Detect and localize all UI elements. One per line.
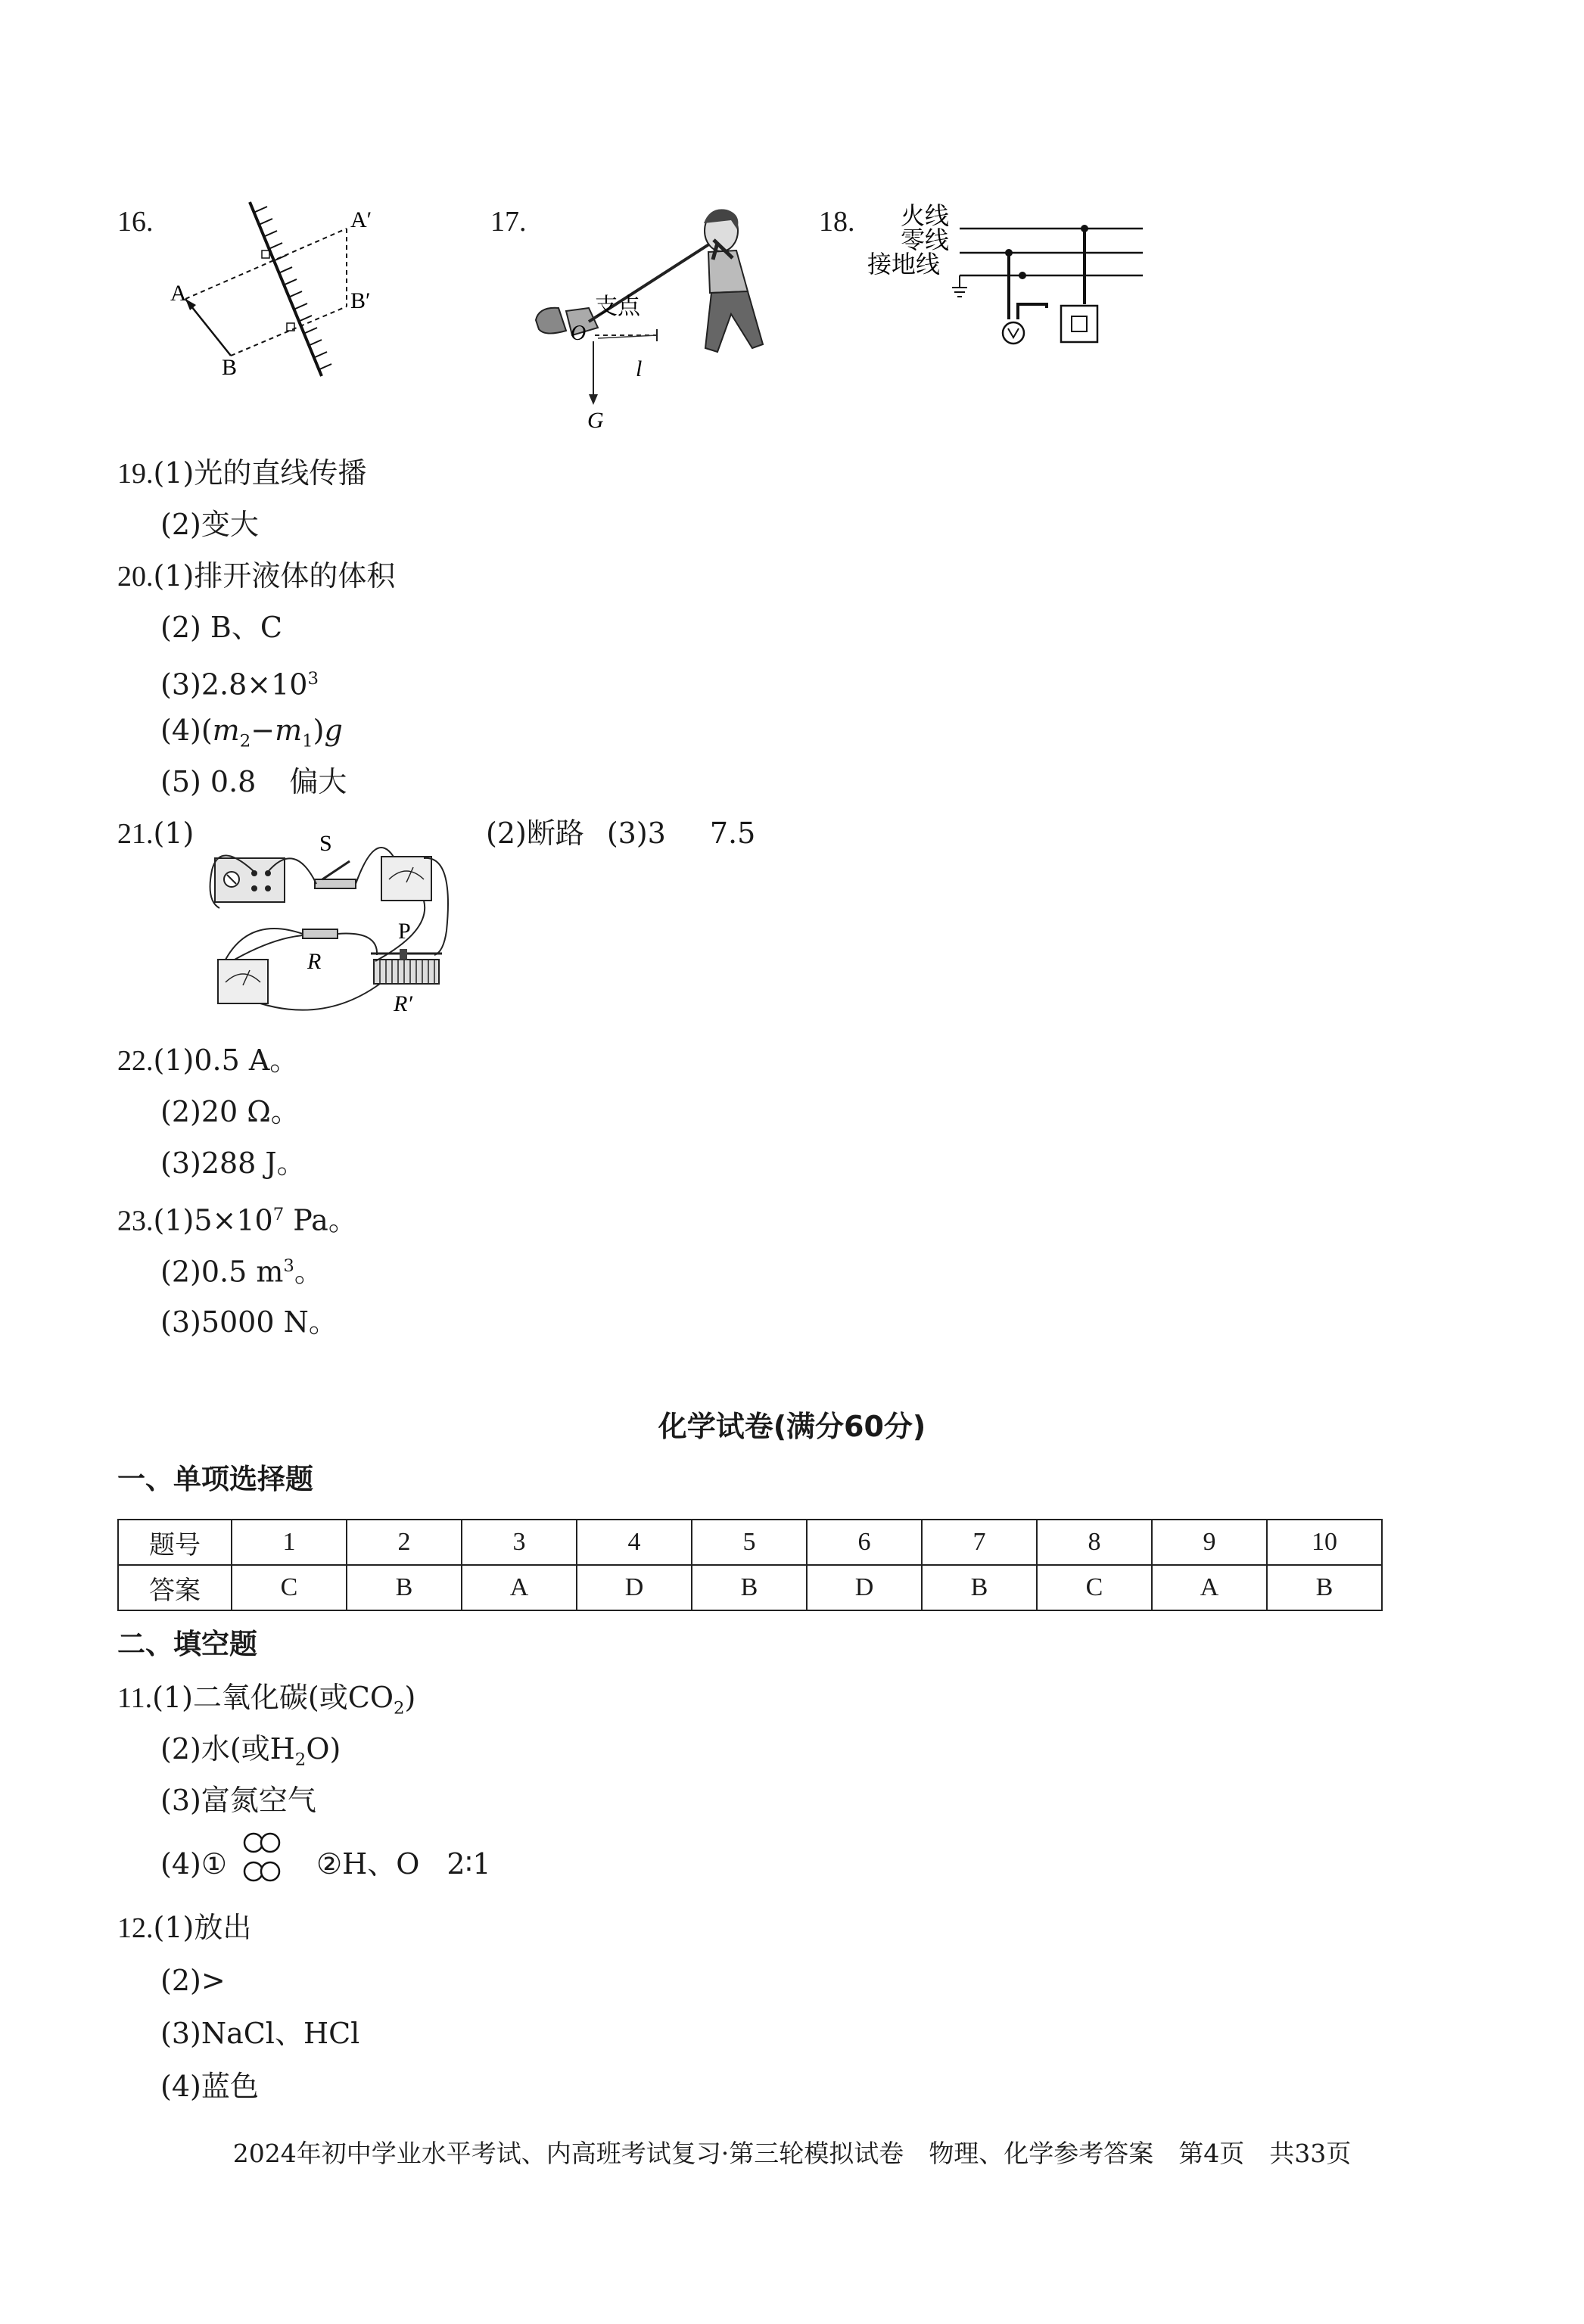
label-ground-wire: 接地线 (867, 250, 941, 278)
label-R: R (307, 949, 322, 974)
q20-p4-m2: m (212, 714, 240, 747)
table-row-numbers (118, 1520, 1382, 1565)
q21-part2: (2)断路 (486, 817, 584, 850)
q20-p4-post: ) (313, 714, 325, 747)
q16-number: 16. (117, 206, 154, 238)
q12-number: 12. (117, 1912, 154, 1944)
table-cell: 6 (807, 1520, 922, 1565)
bulb-symbol (1003, 322, 1024, 344)
q23-p1-exp: 7 (272, 1205, 285, 1224)
q20-part2: (2) B、C (160, 611, 282, 644)
section1-heading: 一、单项选择题 (117, 1463, 313, 1495)
table-cell: 5 (692, 1520, 807, 1565)
table-cell: 1 (232, 1520, 347, 1565)
q20-part5-note: 偏大 (289, 765, 347, 798)
right-angle-mark-1 (262, 250, 269, 258)
table-cell: C (232, 1565, 347, 1610)
q23-part2 (160, 1247, 323, 1291)
mirror-line (250, 202, 322, 376)
q19-part2: (2)变大 (160, 508, 259, 541)
label-R-prime: R′ (394, 991, 412, 1016)
q12-line1 (117, 1909, 251, 1947)
q23-p1-unit: Pa。 (284, 1203, 357, 1237)
label-G: G (587, 408, 604, 433)
table-cell: B (347, 1565, 462, 1610)
q23-p2-base: (2)0.5 m (160, 1255, 284, 1289)
label-A: A (170, 281, 187, 306)
q11-p2-pre: (2)水(或H (160, 1732, 295, 1766)
table-cell: B (1267, 1565, 1382, 1610)
label-O: O (571, 322, 587, 345)
q17-number: 17. (490, 206, 527, 238)
ground-symbol (952, 275, 967, 297)
q23-p2-exp: 3 (283, 1256, 294, 1276)
q20-p4-sub1: 1 (302, 731, 313, 751)
label-A-prime: A′ (350, 207, 372, 232)
q11-p1-pre: (1)二氧化碳(或CO (152, 1681, 394, 1714)
q18-number: 18. (819, 206, 855, 238)
page-footer: 2024年初中学业水平考试、内高班考试复习·第三轮模拟试卷 物理、化学参考答案 第4页 共33页 (232, 2139, 1352, 2168)
q11-p2-post: O) (306, 1732, 341, 1766)
table-header-number: 题号 (118, 1520, 232, 1565)
q18-circuit-diagram (863, 198, 1150, 353)
q11-number: 11. (117, 1682, 153, 1714)
box-drawing (536, 308, 566, 334)
q20-p4-pre: (4)( (160, 714, 213, 747)
molecule-model-icon (239, 1830, 286, 1887)
construction-lines (185, 229, 347, 356)
q20-part3 (160, 660, 319, 704)
label-fulcrum: 支点 (595, 294, 640, 319)
section2-heading: 二、填空题 (117, 1628, 257, 1660)
table-cell: 4 (577, 1520, 692, 1565)
table-cell: 10 (1267, 1520, 1382, 1565)
q21-part1: (1) (153, 817, 194, 850)
label-neutral-wire: 零线 (901, 226, 950, 254)
q21-line1-right (486, 814, 755, 852)
q12-part1: (1)放出 (153, 1911, 252, 1944)
switch-drawing (315, 861, 356, 888)
q11-p1-sub: 2 (393, 1698, 405, 1719)
q11-p4-mid: ②H、O (316, 1847, 420, 1881)
q22-part3: (3)288 J。 (160, 1146, 306, 1180)
q20-p4-g: g (324, 714, 343, 747)
table-cell: B (922, 1565, 1037, 1610)
q11-p4-pre: (4)① (160, 1847, 227, 1881)
q21-line1 (117, 814, 194, 853)
q21-circuit-diagram (204, 825, 462, 1029)
table-cell: D (807, 1565, 922, 1610)
q20-number: 20. (117, 561, 154, 593)
q11-part3: (3)富氮空气 (160, 1784, 316, 1817)
answer-table (117, 1519, 1383, 1611)
table-cell: 9 (1152, 1520, 1267, 1565)
q22-part2: (2)20 Ω。 (160, 1095, 300, 1128)
label-live-wire: 火线 (901, 202, 950, 229)
label-P: P (398, 919, 411, 944)
q17-lever-diagram (528, 193, 778, 435)
q20-p4-m1: m (275, 714, 303, 747)
q11-line1 (117, 1678, 415, 1728)
q11-part2 (160, 1730, 341, 1779)
mirror-hatching (254, 207, 331, 370)
q11-p4-ratio: 2∶1 (447, 1847, 491, 1881)
chemistry-title: 化学试卷(满分60分) (658, 1410, 926, 1443)
q12-part2: (2)> (160, 1964, 226, 1997)
table-cell: D (577, 1565, 692, 1610)
table-cell: B (692, 1565, 807, 1610)
socket-symbol (1061, 306, 1097, 342)
table-header-answer: 答案 (118, 1565, 232, 1610)
q11-part4 (160, 1845, 227, 1883)
q19-part1: (1)光的直线传播 (153, 456, 367, 490)
label-l: l (636, 356, 643, 381)
q20-p4-minus: − (251, 714, 275, 747)
ammeter-drawing (381, 857, 431, 901)
table-cell: A (1152, 1565, 1267, 1610)
q21-part3-value: 7.5 (709, 817, 756, 850)
q20-p4-sub2: 2 (239, 731, 251, 751)
resistor-R-drawing (303, 929, 338, 938)
q21-part3: (3)3 (606, 817, 666, 850)
q20-part3-exp: 3 (307, 669, 319, 689)
table-cell: 3 (462, 1520, 577, 1565)
q19-line1 (117, 454, 366, 493)
table-cell: 8 (1037, 1520, 1152, 1565)
q22-number: 22. (117, 1045, 154, 1077)
table-cell: C (1037, 1565, 1152, 1610)
q20-part5 (160, 763, 347, 801)
q23-p1-base: (1)5×10 (153, 1203, 273, 1237)
q20-part5-value: (5) 0.8 (160, 765, 257, 798)
voltmeter-drawing (218, 960, 268, 1003)
table-row-answers (118, 1565, 1382, 1610)
q12-part4: (4)蓝色 (160, 2070, 259, 2103)
table-cell: A (462, 1565, 577, 1610)
table-cell: 2 (347, 1520, 462, 1565)
q22-part1: (1)0.5 A。 (153, 1044, 299, 1077)
q20-part4 (160, 711, 343, 761)
q11-part4-rest (316, 1845, 491, 1883)
arrowhead-A (185, 299, 196, 310)
label-S: S (319, 831, 332, 856)
label-B: B (222, 355, 238, 380)
q23-part3: (3)5000 N。 (160, 1305, 338, 1339)
gravity-arrowhead (589, 394, 598, 405)
q20-part3-base: (3)2.8×10 (160, 667, 308, 702)
q12-part3: (3)NaCl、HCl (160, 2017, 360, 2050)
q21-number: 21. (117, 818, 154, 850)
power-lines (960, 229, 1143, 275)
label-B-prime: B′ (350, 288, 371, 313)
table-cell: 7 (922, 1520, 1037, 1565)
person-drawing (704, 209, 763, 352)
q22-line1 (117, 1041, 298, 1080)
q20-part1: (1)排开液体的体积 (153, 559, 396, 593)
q23-line1 (117, 1196, 357, 1240)
q19-number: 19. (117, 458, 154, 490)
q11-p2-sub: 2 (294, 1750, 307, 1770)
q23-number: 23. (117, 1205, 154, 1237)
q23-p2-unit: 。 (294, 1255, 323, 1289)
q11-p1-post: ) (404, 1681, 416, 1714)
q16-mirror-diagram (163, 193, 382, 386)
q20-line1 (117, 557, 395, 596)
rheostat-drawing (371, 949, 442, 984)
